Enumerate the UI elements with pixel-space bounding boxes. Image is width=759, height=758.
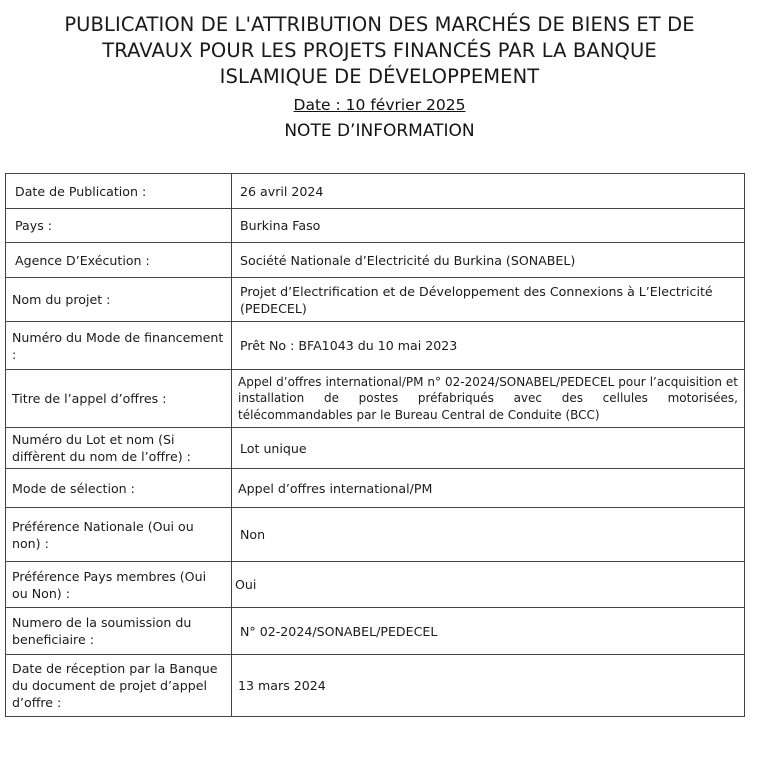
row-value: Non — [232, 508, 745, 562]
row-value: Société Nationale d’Electricité du Burkina (SONABEL) — [232, 243, 745, 278]
table-row — [6, 174, 745, 209]
row-label: Nom du projet : — [6, 278, 232, 322]
table-row — [6, 428, 745, 469]
document-header — [0, 12, 759, 143]
info-table — [5, 173, 745, 717]
title-line-1: PUBLICATION DE L'ATTRIBUTION DES MARCHÉS DE BIENS ET DE — [64, 13, 695, 36]
table-row — [6, 508, 745, 562]
row-value: Burkina Faso — [232, 209, 745, 243]
row-value: Lot unique — [232, 428, 745, 469]
document-page — [0, 12, 759, 758]
row-value: Appel d’offres international/PM n° 02-2024/SONABEL/PEDECEL pour l’acquisition et installation de postes préfabriqués avec des cellules motorisées, télécommandables par le Bureau Central de Conduite (BCC) — [232, 370, 745, 428]
row-value: Appel d’offres international/PM — [232, 469, 745, 508]
document-title — [0, 12, 759, 90]
row-label: Numéro du Lot et nom (Si diffèrent du nom de l’offre) : — [6, 428, 232, 469]
table-row — [6, 608, 745, 655]
row-label: Titre de l’appel d’offres : — [6, 370, 232, 428]
document-subtitle: NOTE D’INFORMATION — [284, 121, 475, 141]
row-label: Préférence Nationale (Oui ou non) : — [6, 508, 232, 562]
title-line-2: TRAVAUX POUR LES PROJETS FINANCÉS PAR LA BANQUE — [102, 39, 657, 62]
row-label: Date de réception par la Banque du document de projet d’appel d’offre : — [6, 655, 232, 717]
table-row — [6, 562, 745, 608]
row-value: Prêt No : BFA1043 du 10 mai 2023 — [232, 322, 745, 370]
row-label: Agence D’Exécution : — [6, 243, 232, 278]
table-row — [6, 278, 745, 322]
row-value: 13 mars 2024 — [232, 655, 745, 717]
row-label: Préférence Pays membres (Oui ou Non) : — [6, 562, 232, 608]
table-row — [6, 370, 745, 428]
row-label: Numero de la soumission du beneficiaire : — [6, 608, 232, 655]
row-label: Mode de sélection : — [6, 469, 232, 508]
table-row — [6, 209, 745, 243]
row-label: Pays : — [6, 209, 232, 243]
row-value: 26 avril 2024 — [232, 174, 745, 209]
row-label: Numéro du Mode de financement : — [6, 322, 232, 370]
table-row — [6, 655, 745, 717]
row-value: Projet d’Electrification et de Développement des Connexions à L’Electricité (PEDECEL) — [232, 278, 745, 322]
table-row — [6, 322, 745, 370]
row-label: Date de Publication : — [6, 174, 232, 209]
row-value: Oui — [232, 562, 745, 608]
title-line-3: ISLAMIQUE DE DÉVELOPPEMENT — [219, 65, 540, 88]
row-value: N° 02-2024/SONABEL/PEDECEL — [232, 608, 745, 655]
table-row — [6, 469, 745, 508]
document-date: Date : 10 février 2025 — [293, 96, 466, 114]
table-row — [6, 243, 745, 278]
